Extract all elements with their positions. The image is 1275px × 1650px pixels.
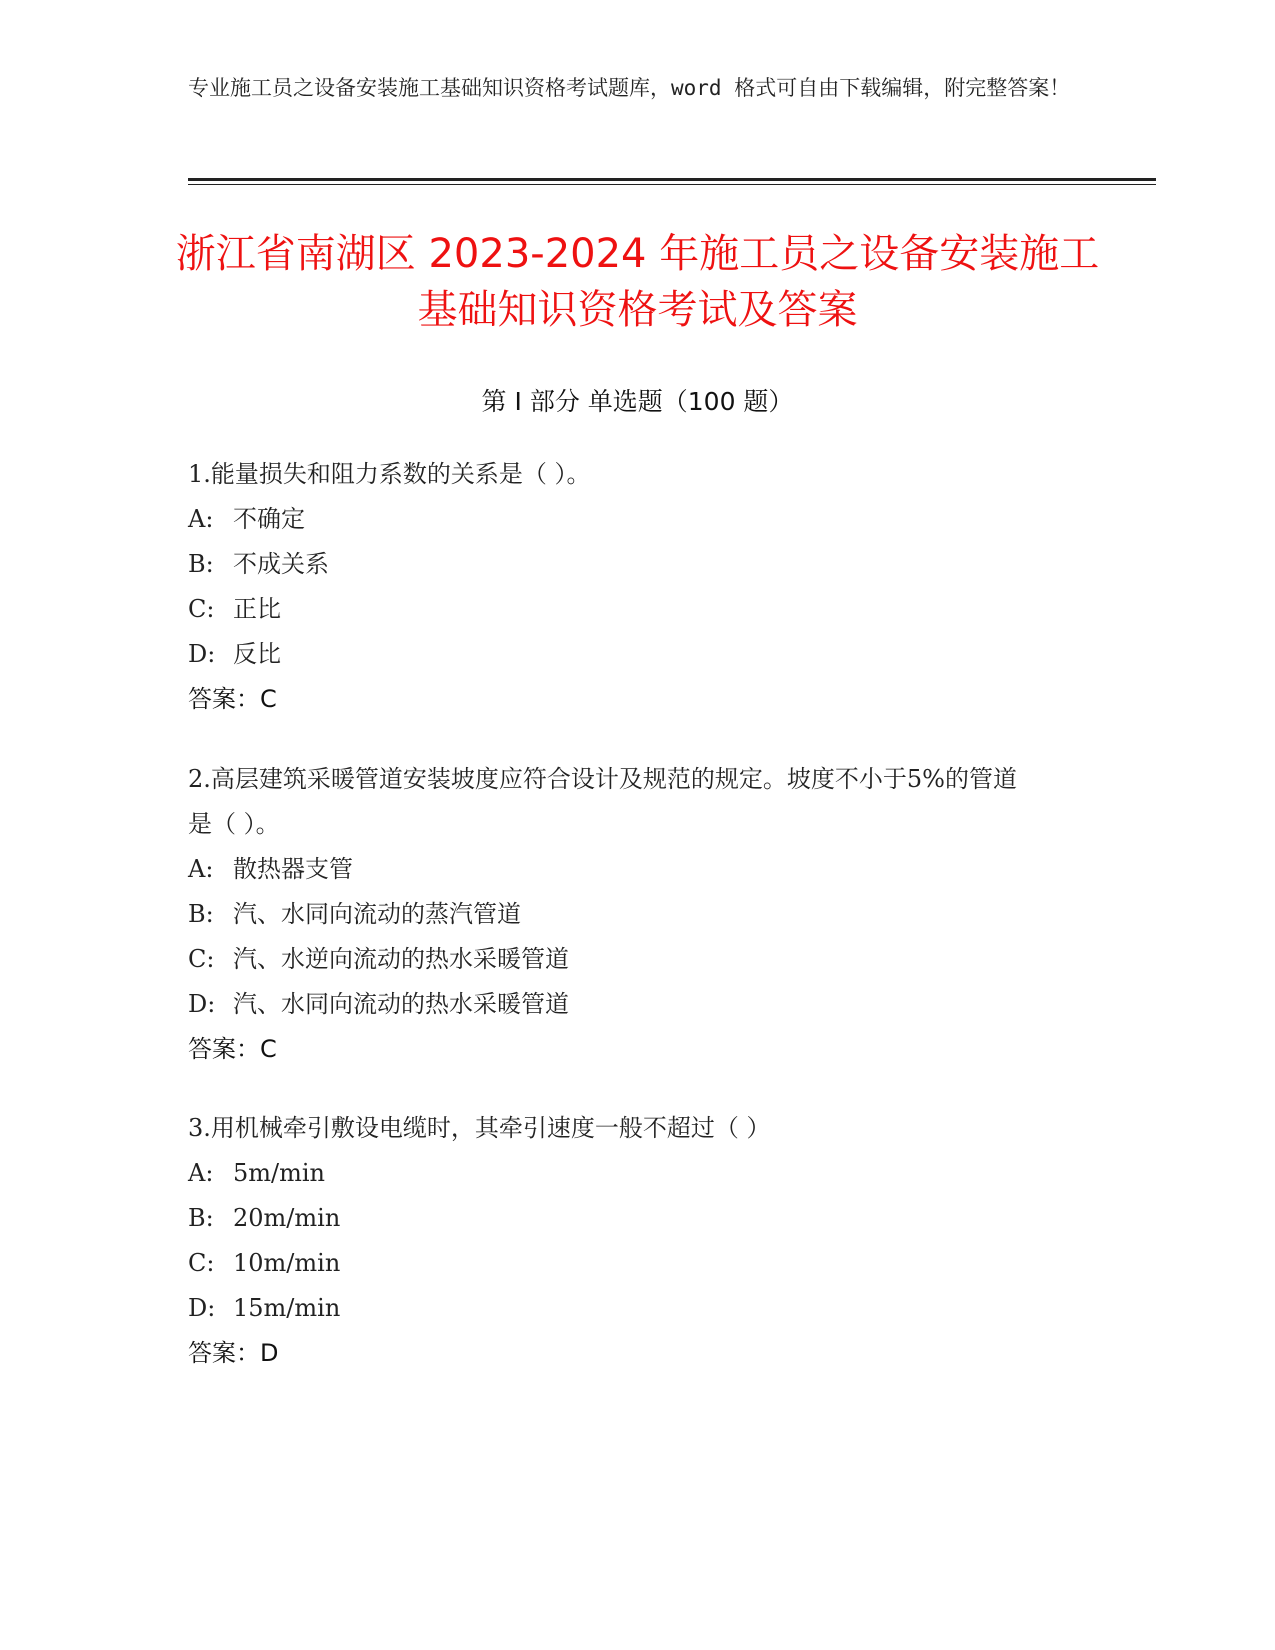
- option-key: A:: [188, 505, 214, 533]
- option-key: A:: [188, 1159, 214, 1187]
- option-key: D:: [188, 640, 216, 668]
- option-key: B:: [188, 1204, 214, 1232]
- option-key: A:: [188, 855, 214, 883]
- option-key: C:: [188, 1249, 215, 1277]
- option-text: 10m/min: [233, 1249, 341, 1277]
- option-key: D:: [188, 990, 216, 1018]
- option-a: [188, 497, 1088, 542]
- header-divider-thin: [188, 184, 1156, 185]
- option-key: D:: [188, 1294, 216, 1322]
- answer: 答案：C: [188, 685, 277, 713]
- question-stem: 2.高层建筑采暖管道安装坡度应符合设计及规范的规定。坡度不小于5%的管道是（ ）。: [188, 765, 1017, 838]
- option-d: [188, 632, 1088, 677]
- question-stem: 1.能量损失和阻力系数的关系是（ ）。: [188, 460, 591, 488]
- document-title: 浙江省南湖区 2023-2024 年施工员之设备安装施工基础知识资格考试及答案: [175, 231, 1100, 333]
- question-3: [188, 1106, 1088, 1376]
- option-text: 正比: [233, 595, 281, 623]
- option-b: [188, 892, 1038, 937]
- question-2: [188, 757, 1038, 1072]
- answer: 答案：D: [188, 1339, 279, 1367]
- option-text: 散热器支管: [233, 855, 353, 883]
- option-text: 15m/min: [233, 1294, 341, 1322]
- option-key: B:: [188, 900, 214, 928]
- option-text: 不确定: [233, 505, 305, 533]
- header-note: 专业施工员之设备安装施工基础知识资格考试题库，word 格式可自由下载编辑，附完整答案！: [188, 76, 1071, 100]
- answer: 答案：C: [188, 1035, 277, 1063]
- option-a: [188, 847, 1038, 892]
- option-c: [188, 587, 1088, 632]
- option-text: 汽、水同向流动的热水采暖管道: [233, 990, 569, 1018]
- option-d: [188, 982, 1038, 1027]
- option-key: C:: [188, 595, 215, 623]
- option-key: B:: [188, 550, 214, 578]
- question-1: [188, 452, 1088, 722]
- option-text: 20m/min: [233, 1204, 341, 1232]
- question-stem: 3.用机械牵引敷设电缆时，其牵引速度一般不超过（ ）: [188, 1114, 771, 1142]
- option-b: [188, 542, 1088, 587]
- option-key: C:: [188, 945, 215, 973]
- header-divider-thick: [188, 178, 1156, 181]
- option-text: 反比: [233, 640, 281, 668]
- option-b: [188, 1196, 1088, 1241]
- option-c: [188, 1241, 1088, 1286]
- option-text: 不成关系: [233, 550, 329, 578]
- option-d: [188, 1286, 1088, 1331]
- option-c: [188, 937, 1038, 982]
- section-heading: 第 I 部分 单选题（100 题）: [481, 387, 794, 416]
- option-text: 5m/min: [233, 1159, 326, 1187]
- option-a: [188, 1151, 1088, 1196]
- option-text: 汽、水同向流动的蒸汽管道: [233, 900, 521, 928]
- option-text: 汽、水逆向流动的热水采暖管道: [233, 945, 569, 973]
